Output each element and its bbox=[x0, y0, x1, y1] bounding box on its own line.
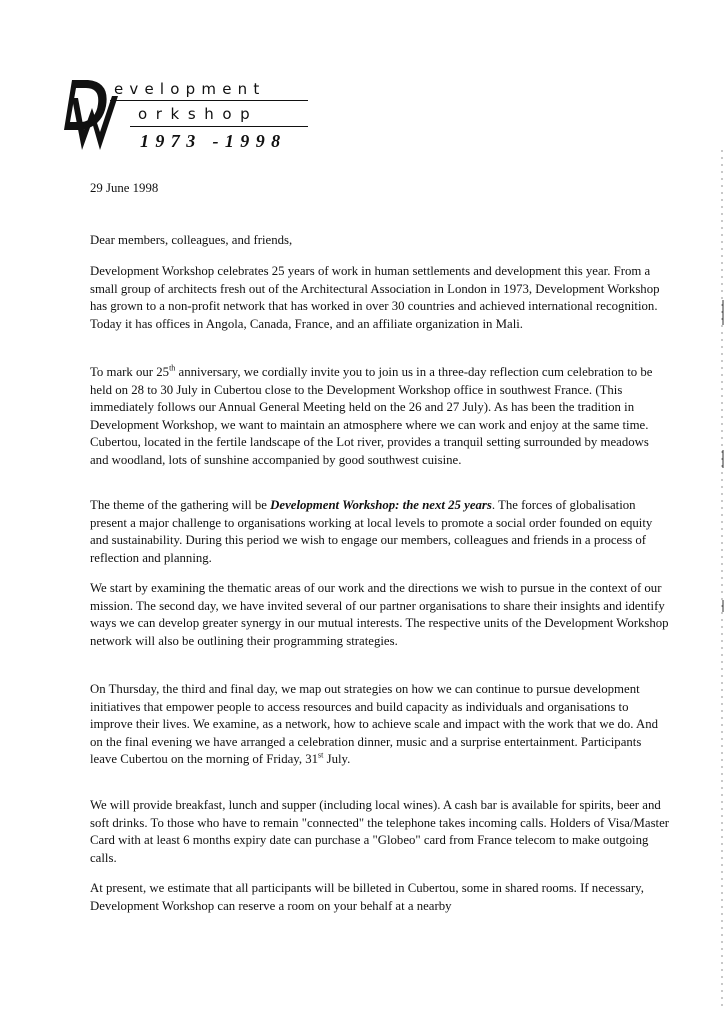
paragraph-text-part: The theme of the gathering will be bbox=[90, 498, 271, 512]
paragraph-agenda bbox=[90, 580, 670, 650]
paragraph-invitation bbox=[90, 364, 670, 470]
paragraph-intro bbox=[90, 263, 670, 333]
paragraph-lodging bbox=[90, 880, 670, 915]
paragraph-text-part: On Thursday, the third and final day, we map out strategies on how we can continue to pursue development initiatives that empower people to access resources and build capacity as individuals and organisations to improve their lives. We examine, as a network, how to achieve scale and impact with the work that we do. And on the final evening we have arranged a celebration dinner, music and a surprise entertainment. Participants leave Cubertou on the morning of Friday, 31 bbox=[90, 682, 659, 767]
ordinal-suffix: st bbox=[318, 751, 324, 761]
letterhead-logo bbox=[58, 76, 318, 156]
letter-date: 29 June 1998 bbox=[90, 181, 159, 195]
paragraph-text: We start by examining the thematic areas of our work and the directions we wish to pursue in the context of our mission. The second day, we have invited several of our partner organisations to share their insights and identify ways we can develop greater synergy in our mutual interests. The respective units of the Development Workshop network will also be outlining their programming strategies. bbox=[90, 581, 669, 648]
theme-title: Development Workshop: the next 25 years bbox=[270, 498, 492, 512]
paragraph-text bbox=[90, 497, 670, 567]
letter-salutation: Dear members, colleagues, and friends, bbox=[90, 233, 293, 247]
paragraph-final-day bbox=[90, 681, 670, 769]
paragraph-text: Development Workshop celebrates 25 years of work in human settlements and development this year. From a small group of architects fresh out of the Architectural Association in London in 1973, Development Workshop has grown to a non-profit network that has worked in over 30 countries and achieved international recognition. Today it has offices in Angola, Canada, France, and an affiliate organization in Mali. bbox=[90, 264, 660, 331]
paragraph-text-part: . The forces of globalisation present a major challenge to organisations working at local levels to promote a social order founded on equity and sustainability. During this period we wish to engage our members, colleagues and friends in a process of reflection and planning. bbox=[90, 498, 653, 565]
paragraph-text-part: July. bbox=[323, 752, 351, 767]
paragraph-text-part: To mark our 25 bbox=[90, 365, 170, 379]
letterhead-line-development: evelopment bbox=[114, 80, 266, 98]
letterhead-rule bbox=[110, 100, 308, 101]
letterhead-rule bbox=[130, 126, 308, 127]
paragraph-text-part: anniversary, we cordially invite you to join us in a three-day reflection cum celebration to be held on 28 to 30 July in Cubertou close to the Development Workshop office in southwest France. (This immediately follows our Annual General Meeting held on the 26 and 27 July). As has been the tradition in Development Workshop, we want to maintain an atmosphere where we can work and enjoy at the same time. Cubertou, located in the fertile landscape of the Lot river, provides a tranquil setting surrounded by meadows and woodland, lots of sunshine accompanied by good southwest cuisine. bbox=[90, 365, 653, 467]
paragraph-text: At present, we estimate that all participants will be billeted in Cubertou, some in shared rooms. If necessary, Development Workshop can reserve a room on your behalf at a nearby bbox=[90, 881, 644, 913]
paragraph-meals bbox=[90, 797, 670, 867]
paragraph-text bbox=[90, 364, 670, 470]
paragraph-text: We will provide breakfast, lunch and supper (including local wines). A cash bar is available for spirits, beer and soft drinks. To those who have to remain "connected" the telephone takes incoming calls. Holders of Visa/Master Card with at least 6 months expiry date can purchase a "Globeo" card from France telecom to make outgoing calls. bbox=[90, 798, 670, 865]
ordinal-suffix: th bbox=[169, 363, 176, 373]
scan-edge-marks bbox=[714, 150, 726, 1010]
letterhead-line-workshop: orkshop bbox=[138, 105, 259, 123]
paragraph-text bbox=[90, 681, 670, 769]
letterhead-years: 1973 -1998 bbox=[140, 131, 287, 151]
paragraph-theme bbox=[90, 497, 670, 567]
